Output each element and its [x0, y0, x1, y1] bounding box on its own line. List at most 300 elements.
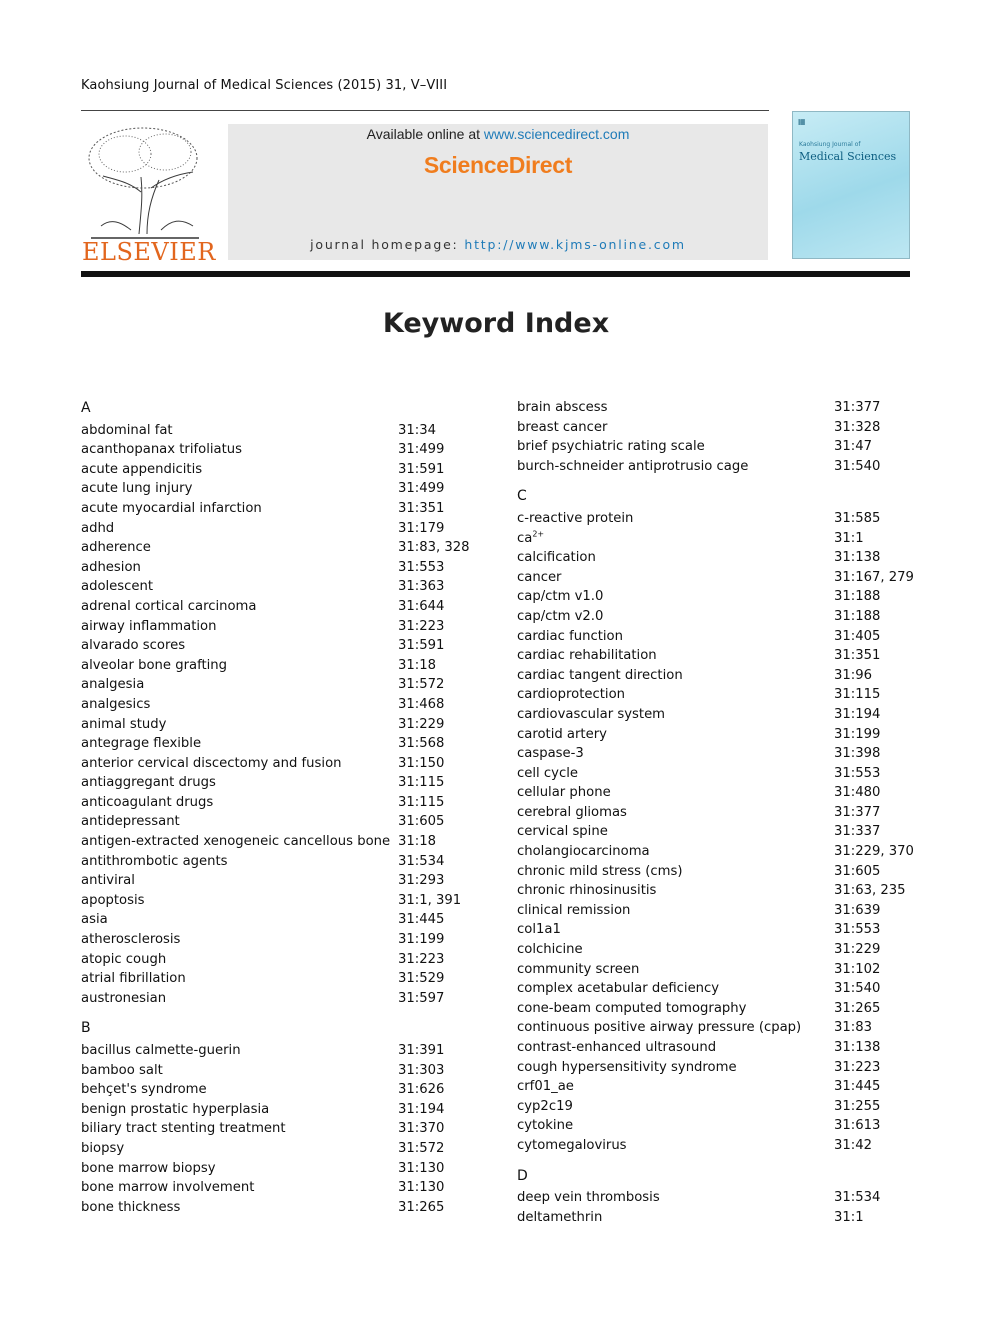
keyword-term [517, 979, 719, 999]
keyword-term [81, 1178, 254, 1198]
keyword-term [517, 940, 583, 960]
page-reference: 31:540 [834, 458, 881, 474]
keyword-term [81, 910, 108, 930]
keyword-term [81, 538, 151, 558]
page-reference: 31:194 [834, 706, 881, 722]
page-reference: 31:553 [398, 559, 445, 575]
index-entry [81, 538, 481, 558]
keyword-text: cancer [517, 569, 562, 585]
keyword-term [81, 479, 192, 499]
keyword-text: bacillus calmette-guerin [81, 1043, 241, 1058]
index-entry [517, 803, 917, 823]
keyword-text: animal study [81, 716, 167, 732]
index-entry [517, 1136, 917, 1156]
page-reference: 31:644 [398, 598, 445, 614]
keyword-term [517, 1097, 573, 1117]
index-entry [81, 1100, 481, 1120]
keyword-text: ca [517, 530, 533, 546]
page-reference: 31:194 [398, 1101, 445, 1117]
keyword-text: burch-schneider antiprotrusio cage [517, 458, 749, 474]
keyword-term [517, 920, 561, 940]
page-reference: 31:534 [834, 1190, 881, 1206]
index-entry [81, 597, 481, 617]
page-reference: 31:572 [398, 677, 445, 693]
keyword-text: bone thickness [81, 1199, 181, 1215]
index-entry [517, 1208, 917, 1228]
index-entry [517, 901, 917, 921]
keyword-text: cap/ctm v2.0 [517, 608, 604, 624]
index-entry [81, 440, 481, 460]
keyword-text: atopic cough [81, 951, 167, 967]
index-entry [517, 822, 917, 842]
keyword-term [81, 1119, 286, 1139]
page-reference: 31:1, 391 [398, 892, 462, 908]
keyword-text: cardiac tangent direction [517, 667, 683, 683]
index-entry [81, 617, 481, 637]
keyword-text: colchicine [517, 942, 583, 958]
keyword-term [517, 548, 596, 568]
page-reference: 31:591 [398, 638, 445, 654]
index-entry [81, 558, 481, 578]
keyword-term [517, 627, 623, 647]
page-reference: 31:540 [834, 981, 881, 997]
page-reference: 31:18 [398, 657, 437, 673]
index-entry [81, 675, 481, 695]
page-reference: 31:188 [834, 589, 881, 605]
index-entry [517, 1116, 917, 1136]
page-reference: 31:199 [398, 932, 445, 948]
keyword-term [517, 744, 584, 764]
keyword-text: adrenal cortical carcinoma [81, 598, 257, 614]
keyword-text: adherence [81, 540, 151, 556]
keyword-text: abdominal fat [81, 422, 173, 438]
index-entry [81, 812, 481, 832]
keyword-text: cellular phone [517, 785, 611, 801]
keyword-term [81, 675, 144, 695]
keyword-text: deep vein thrombosis [517, 1190, 660, 1206]
index-entry [517, 783, 917, 803]
page-reference: 31:130 [398, 1160, 445, 1176]
journal-homepage-line [228, 237, 768, 252]
keyword-term [81, 754, 342, 774]
homepage-label: journal homepage: [310, 237, 465, 252]
keyword-term [517, 666, 683, 686]
keyword-text: cardioprotection [517, 687, 625, 703]
page-title: Keyword Index [382, 308, 610, 339]
keyword-term [81, 460, 202, 480]
keyword-text: biliary tract stenting treatment [81, 1121, 286, 1137]
homepage-link[interactable]: http://www.kjms-online.com [464, 237, 686, 252]
index-entry [517, 842, 917, 862]
keyword-term [517, 999, 746, 1019]
keyword-term [81, 871, 135, 891]
keyword-term [517, 587, 603, 607]
index-entry [81, 1080, 481, 1100]
page-reference: 31:480 [834, 785, 881, 801]
keyword-term [517, 1058, 737, 1078]
page-reference: 31:597 [398, 990, 445, 1006]
keyword-term [81, 773, 216, 793]
section-letter: D [517, 1167, 528, 1184]
index-entry [517, 587, 917, 607]
keyword-text: cap/ctm v1.0 [517, 589, 604, 605]
page-reference: 31:568 [398, 736, 445, 752]
keyword-term [81, 636, 185, 656]
index-entry [81, 1119, 481, 1139]
index-entry [81, 499, 481, 519]
keyword-text: adhesion [81, 559, 141, 575]
keyword-term [81, 852, 228, 872]
keyword-term [81, 1139, 124, 1159]
index-entry [81, 1178, 481, 1198]
index-entry [517, 920, 917, 940]
page-reference: 31:391 [398, 1043, 445, 1058]
keyword-text: atherosclerosis [81, 932, 181, 948]
page-reference: 31:303 [398, 1062, 445, 1078]
page-reference: 31:337 [834, 824, 881, 840]
page-reference: 31:377 [834, 804, 881, 820]
keyword-text: adhd [81, 520, 115, 536]
keyword-term [517, 457, 748, 477]
index-entry [517, 646, 917, 666]
page-reference: 31:138 [834, 1040, 881, 1055]
keyword-text: cytokine [517, 1118, 574, 1134]
page-reference: 31:405 [834, 628, 881, 644]
index-entry [81, 793, 481, 813]
page-reference: 31:553 [834, 765, 881, 781]
keyword-term [517, 1018, 801, 1038]
index-entry [81, 519, 481, 539]
keyword-text: antiaggregant drugs [81, 775, 216, 791]
section-letter: A [81, 400, 91, 416]
keyword-term [81, 440, 242, 460]
page-reference: 31:42 [834, 1137, 873, 1153]
index-entry [517, 437, 917, 457]
keyword-text: cervical spine [517, 824, 608, 840]
index-entry [517, 1077, 917, 1097]
page-reference: 31:18 [398, 834, 437, 850]
keyword-text: cerebral gliomas [517, 804, 627, 820]
sciencedirect-banner [228, 124, 768, 260]
page-reference: 31:445 [398, 912, 445, 928]
keyword-term [81, 715, 166, 735]
sciencedirect-link[interactable]: www.sciencedirect.com [483, 126, 630, 142]
keyword-term [517, 803, 627, 823]
keyword-text: austronesian [81, 990, 167, 1006]
index-entry [517, 764, 917, 784]
page-reference: 31:370 [398, 1121, 445, 1137]
keyword-term [81, 793, 213, 813]
index-entry [81, 832, 481, 852]
page-reference: 31:179 [398, 520, 445, 536]
keyword-term [517, 862, 683, 882]
keyword-text: breast cancer [517, 419, 608, 435]
keyword-term [81, 519, 114, 539]
page-reference: 31:639 [834, 902, 881, 918]
keyword-term [81, 891, 145, 911]
page-reference: 31:115 [398, 775, 445, 791]
index-entry [81, 1139, 481, 1159]
keyword-text: antiviral [81, 873, 135, 889]
keyword-text: crf01_ae [517, 1079, 574, 1095]
index-entry [517, 881, 917, 901]
keyword-text: clinical remission [517, 902, 631, 918]
keyword-term [517, 822, 608, 842]
page-reference: 31:150 [398, 755, 445, 771]
index-entry [81, 715, 481, 735]
keyword-term [81, 1061, 163, 1081]
index-column-right [517, 398, 917, 1227]
page-reference: 31:229, 370 [834, 844, 914, 860]
keyword-term [81, 1041, 241, 1061]
section-letter: B [81, 1020, 91, 1037]
page-reference: 31:102 [834, 961, 881, 977]
page-reference: 31:265 [834, 1000, 881, 1016]
page-reference: 31:115 [398, 794, 445, 810]
index-entry [517, 529, 917, 549]
page-reference: 31:188 [834, 608, 881, 624]
available-online-text: Available online at [366, 126, 484, 142]
page-reference: 31:255 [834, 1098, 881, 1114]
keyword-text: cone-beam computed tomography [517, 1000, 747, 1016]
keyword-term [81, 812, 180, 832]
page-reference: 31:223 [834, 1059, 881, 1075]
page-reference: 31:605 [398, 814, 445, 830]
index-entry [81, 460, 481, 480]
keyword-term [81, 695, 150, 715]
keyword-term [517, 960, 639, 980]
keyword-superscript: 2+ [532, 529, 545, 539]
cover-subtitle: Kaohsiung Journal of [799, 141, 861, 148]
keyword-term [517, 783, 611, 803]
keyword-term [517, 1208, 602, 1228]
index-entry [517, 685, 917, 705]
keyword-term [517, 1116, 573, 1136]
keyword-text: analgesics [81, 696, 151, 712]
page-reference: 31:167, 279 [834, 569, 914, 585]
keyword-term [517, 509, 633, 529]
page-reference: 31:445 [834, 1079, 881, 1095]
index-entry [81, 1061, 481, 1081]
keyword-term [81, 969, 186, 989]
page-reference: 31:63, 235 [834, 883, 906, 899]
page-reference: 31:398 [834, 746, 881, 762]
keyword-term [517, 607, 603, 627]
index-entry [517, 418, 917, 438]
page-reference: 31:47 [834, 439, 873, 455]
index-entry [517, 548, 917, 568]
keyword-term [81, 597, 257, 617]
page-reference: 31:499 [398, 481, 445, 497]
index-entry [81, 734, 481, 754]
page-reference: 31:229 [398, 716, 445, 732]
keyword-term [517, 529, 544, 549]
keyword-text: alveolar bone grafting [81, 657, 228, 673]
keyword-term [81, 577, 153, 597]
keyword-text: antigen-extracted xenogeneic cancellous bone [81, 834, 391, 850]
index-entry [81, 1041, 481, 1061]
index-entry [517, 627, 917, 647]
page-reference: 31:96 [834, 667, 873, 683]
keyword-text: anticoagulant drugs [81, 794, 214, 810]
index-entry [81, 636, 481, 656]
keyword-text: analgesia [81, 677, 145, 693]
page-reference: 31:265 [398, 1199, 445, 1215]
keyword-text: apoptosis [81, 892, 145, 908]
page-reference: 31:499 [398, 442, 445, 458]
index-section [517, 398, 917, 476]
keyword-text: acanthopanax trifoliatus [81, 442, 243, 458]
index-entry [81, 1159, 481, 1179]
keyword-text: antidepressant [81, 814, 180, 830]
keyword-text: anterior cervical discectomy and fusion [81, 755, 342, 771]
keyword-term [81, 499, 262, 519]
page-reference: 31:585 [834, 510, 881, 526]
page-reference: 31:605 [834, 863, 881, 879]
header-divider [81, 110, 769, 111]
page-reference: 31:613 [834, 1118, 881, 1134]
keyword-text: asia [81, 912, 108, 928]
header-thick-rule [81, 271, 910, 277]
page-reference: 31:229 [834, 942, 881, 958]
keyword-term [517, 398, 608, 418]
page-reference: 31:534 [398, 853, 445, 869]
keyword-text: cyp2c19 [517, 1098, 573, 1114]
index-entry [517, 940, 917, 960]
index-section [81, 1019, 481, 1217]
index-entry [517, 1097, 917, 1117]
keyword-text: community screen [517, 961, 640, 977]
page-reference: 31:529 [398, 971, 445, 987]
keyword-term [517, 568, 561, 588]
keyword-text: behçet's syndrome [81, 1082, 207, 1098]
keyword-text: c-reactive protein [517, 510, 634, 526]
keyword-term [517, 1136, 627, 1156]
index-entry [517, 960, 917, 980]
index-entry [517, 725, 917, 745]
keyword-term [81, 734, 201, 754]
page-reference: 31:572 [398, 1140, 445, 1156]
keyword-text: alvarado scores [81, 638, 186, 654]
keyword-term [81, 950, 166, 970]
keyword-text: biopsy [81, 1140, 125, 1156]
index-entry [81, 930, 481, 950]
journal-citation: Kaohsiung Journal of Medical Sciences (2015) 31, V–VIII [81, 78, 448, 93]
index-entry [517, 607, 917, 627]
page-reference: 31:468 [398, 696, 445, 712]
keyword-term [81, 1159, 216, 1179]
keyword-text: contrast-enhanced ultrasound [517, 1040, 717, 1055]
keyword-text: complex acetabular deficiency [517, 981, 720, 997]
page-reference: 31:626 [398, 1082, 445, 1098]
keyword-term [81, 832, 390, 852]
keyword-text: brief psychiatric rating scale [517, 439, 705, 455]
index-entry [81, 989, 481, 1009]
index-entry [517, 398, 917, 418]
page-reference: 31:553 [834, 922, 881, 938]
keyword-term [81, 1198, 180, 1218]
keyword-text: caspase-3 [517, 746, 584, 762]
keyword-text: bone marrow involvement [81, 1180, 255, 1196]
keyword-text: bamboo salt [81, 1062, 163, 1078]
keyword-term [81, 656, 227, 676]
keyword-text: chronic rhinosinusitis [517, 883, 657, 899]
page-reference: 31:223 [398, 618, 445, 634]
keyword-term [81, 1080, 207, 1100]
keyword-text: brain abscess [517, 400, 608, 415]
keyword-term [81, 617, 216, 637]
index-entry [81, 1198, 481, 1218]
index-entry [81, 910, 481, 930]
cover-title: Medical Sciences [799, 150, 897, 163]
index-entry [517, 1018, 917, 1038]
index-entry [517, 862, 917, 882]
keyword-term [517, 901, 630, 921]
keyword-term [517, 842, 650, 862]
keyword-text: cardiovascular system [517, 706, 666, 722]
page-reference: 31:83 [834, 1020, 873, 1036]
index-entry [81, 656, 481, 676]
index-entry [517, 1058, 917, 1078]
index-entry [81, 852, 481, 872]
sciencedirect-brand[interactable]: ScienceDirect [423, 152, 573, 178]
keyword-text: continuous positive airway pressure (cpap) [517, 1020, 802, 1036]
page-reference: 31:1 [834, 1209, 864, 1225]
page-reference: 31:293 [398, 873, 445, 889]
keyword-text: antegrage flexible [81, 736, 202, 752]
keyword-text: calcification [517, 550, 596, 566]
index-entry [517, 979, 917, 999]
keyword-term [517, 437, 705, 457]
page-reference: 31:1 [834, 530, 864, 546]
page-reference: 31:351 [834, 648, 881, 664]
index-entry [517, 744, 917, 764]
index-entry [81, 871, 481, 891]
index-entry [81, 773, 481, 793]
keyword-term [81, 558, 141, 578]
index-entry [81, 969, 481, 989]
index-entry [517, 1038, 917, 1058]
keyword-text: atrial fibrillation [81, 971, 186, 987]
index-section [81, 399, 481, 1008]
journal-cover-thumbnail [792, 111, 910, 259]
page-reference: 31:591 [398, 461, 445, 477]
page-reference: 31:83, 328 [398, 540, 470, 556]
elsevier-wordmark: ELSEVIER [82, 238, 216, 266]
keyword-text: chronic mild stress (cms) [517, 863, 683, 879]
keyword-text: airway inflammation [81, 618, 217, 634]
index-entry [81, 479, 481, 499]
keyword-term [517, 725, 607, 745]
keyword-term [517, 1188, 660, 1208]
index-entry [81, 950, 481, 970]
keyword-text: col1a1 [517, 922, 561, 938]
keyword-term [517, 881, 656, 901]
index-entry [517, 705, 917, 725]
index-entry [517, 568, 917, 588]
keyword-term [81, 1100, 269, 1120]
page-reference: 31:377 [834, 400, 881, 415]
index-entry [81, 891, 481, 911]
keyword-term [517, 764, 578, 784]
keyword-text: bone marrow biopsy [81, 1160, 216, 1176]
section-letter: C [517, 488, 527, 505]
index-entry [517, 457, 917, 477]
keyword-text: acute myocardial infarction [81, 500, 262, 516]
keyword-term [517, 418, 607, 438]
keyword-term [81, 930, 180, 950]
page-reference: 31:34 [398, 422, 437, 438]
